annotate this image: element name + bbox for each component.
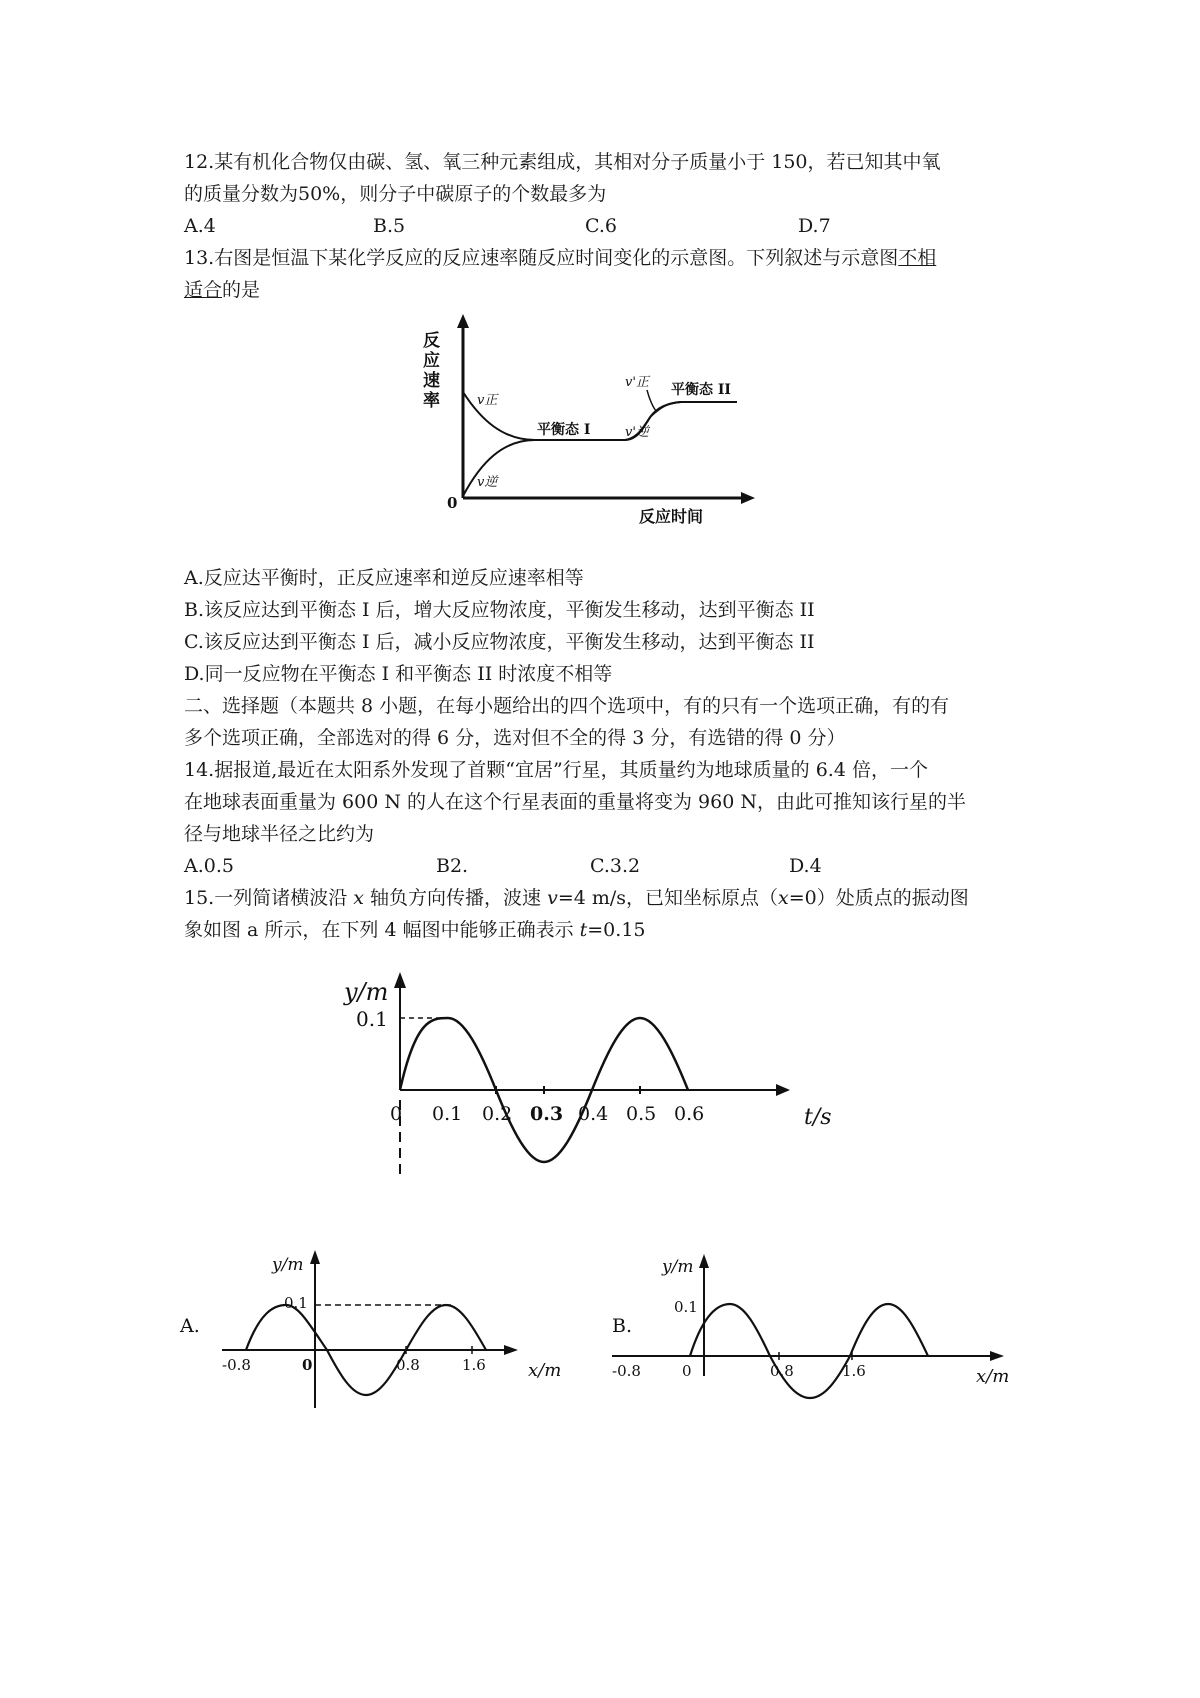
q13-underline-1: 不相 <box>898 247 937 269</box>
graph-B-amplitude-label: 0.1 <box>674 1298 698 1316</box>
rate-v-forward2-label: v'正 <box>625 375 649 390</box>
graph-a-tick-label-6: 0.6 <box>674 1103 705 1125</box>
rate-v-forward-label: v正 <box>477 393 498 408</box>
q15-line-1 <box>184 882 1030 914</box>
q13-line-1-text: 13.右图是恒温下某化学反应的反应速率随反应时间变化的示意图。下列叙述与示意图 <box>184 247 899 269</box>
graph-a-tick-label-0: 0 <box>390 1103 403 1125</box>
q12-line-1: 12.某有机化合物仅由碳、氢、氧三种元素组成，其相对分子质量小于 150，若已知其中氧 <box>184 151 941 173</box>
graph-a-y-label: y/m <box>344 978 389 1006</box>
graph-B-x-label: x/m <box>976 1366 1010 1387</box>
rate-x-arrow <box>741 492 755 504</box>
graph-a-t-label: t/s <box>804 1105 832 1130</box>
q13-underline-2: 适合 <box>184 279 223 301</box>
rate-y-label-2: 应 <box>423 351 440 371</box>
q12-option-c: C.6 <box>585 215 617 237</box>
graph-a-tick-label-5: 0.5 <box>626 1103 657 1125</box>
graph-A-x-arrow <box>504 1345 518 1355</box>
rate-y-arrow <box>457 314 469 328</box>
graph-a-tick-label-4: 0.4 <box>578 1103 609 1125</box>
option-a-label: A. <box>180 1315 200 1337</box>
q15-text-1: 15.一列简诸横波沿 <box>184 887 354 909</box>
q13-option-d: D.同一反应物在平衡态 I 和平衡态 II 时浓度不相等 <box>184 663 613 685</box>
graph-A-y-arrow <box>310 1250 320 1264</box>
rate-state1-label: 平衡态 I <box>537 422 591 438</box>
q12-option-a: A.4 <box>184 215 216 237</box>
q13-line-1 <box>184 242 1030 274</box>
graph-A-x-label: x/m <box>528 1360 562 1381</box>
q14-line-1: 14.据报道,最近在太阳系外发现了首颗“宜居”行星，其质量约为地球质量的 6.4 倍，一个 <box>184 759 928 781</box>
graph-B-tick-label-3: 1.6 <box>842 1362 866 1380</box>
graph-a-t-arrow <box>776 1084 790 1096</box>
graph-a-tick-label-3: 0.3 <box>530 1103 564 1125</box>
q14-option-c: C.3.2 <box>590 855 641 877</box>
rate-v-reverse-label: v逆 <box>477 475 498 490</box>
q15-text-5: 象如图 a 所示，在下列 4 幅图中能够正确表示 <box>184 919 580 941</box>
rate-diagram <box>395 312 775 524</box>
rate-v-reverse2-label: v'逆 <box>625 425 649 440</box>
option-b-graph <box>612 1246 1022 1396</box>
q15-text-2: 轴负方向传播，波速 <box>363 887 548 909</box>
q12-option-b: B.5 <box>373 215 406 237</box>
section2-line-1: 二、选择题（本题共 8 小题，在每小题给出的四个选项中，有的只有一个选项正确，有的有 <box>184 695 950 717</box>
q13-option-c: C.该反应达到平衡态 I 后，减小反应物浓度，平衡发生移动，达到平衡态 II <box>184 631 815 653</box>
section2-line-2: 多个选项正确，全部选对的得 6 分，选对但不全的得 3 分，有选错的得 0 分） <box>184 727 846 749</box>
graph-A-amplitude-label: 0.1 <box>284 1294 308 1312</box>
graph-B-tick-label-2: 0.8 <box>770 1362 794 1380</box>
rate-y-label-3: 速 <box>423 371 440 391</box>
q13-line-2-text: 的是 <box>222 279 261 301</box>
option-a-graph <box>180 1242 600 1414</box>
q15-text-4: =0）处质点的振动图 <box>788 887 969 909</box>
rate-forward-curve <box>463 392 737 440</box>
graph-a-tick-label-1: 0.1 <box>432 1103 463 1125</box>
rate-origin-label: 0 <box>447 494 458 512</box>
q15-var-t: t <box>579 919 588 941</box>
q14-option-d: D.4 <box>789 855 822 877</box>
graph-B-y-arrow <box>699 1254 709 1268</box>
q14-option-b: B2. <box>436 855 469 877</box>
graph-A-tick-label-2: 0.8 <box>396 1356 420 1374</box>
q12-option-d: D.7 <box>798 215 831 237</box>
rate-forward2-branch <box>647 390 657 412</box>
rate-x-label: 反应时间 <box>639 507 704 526</box>
graph-A-tick-label-0: -0.8 <box>222 1356 251 1374</box>
graph-a-tick-label-2: 0.2 <box>482 1103 513 1125</box>
graph-A-tick-label-1: 0 <box>302 1356 313 1374</box>
q12-line-2: 的质量分数为50%，则分子中碳原子的个数最多为 <box>184 183 607 205</box>
graph-B-tick-label-0: -0.8 <box>612 1362 641 1380</box>
graph-a-amplitude-label: 0.1 <box>356 1007 388 1031</box>
q13-option-b: B.该反应达到平衡态 I 后，增大反应物浓度，平衡发生移动，达到平衡态 II <box>184 599 815 621</box>
rate-reverse-curve <box>463 440 535 496</box>
q15-var-v: v <box>547 887 558 909</box>
rate-state2-label: 平衡态 II <box>671 382 731 398</box>
q15-line-2 <box>184 914 1030 946</box>
q13-line-2 <box>184 274 1030 306</box>
vibration-graph-a <box>344 960 850 1182</box>
rate-y-label-1: 反 <box>423 331 440 351</box>
rate-y-label-4: 率 <box>423 391 440 411</box>
q15-var-x2: x <box>778 887 789 909</box>
q15-text-3: =4 m/s，已知坐标原点（ <box>557 887 779 909</box>
graph-A-y-label: y/m <box>272 1255 304 1275</box>
graph-B-tick-label-1: 0 <box>682 1362 692 1380</box>
q15-var-x: x <box>353 887 364 909</box>
graph-B-y-label: y/m <box>662 1257 694 1277</box>
graph-B-x-arrow <box>990 1351 1004 1361</box>
graph-B-wave <box>690 1304 928 1398</box>
option-b-label: B. <box>612 1315 633 1337</box>
graph-A-tick-label-3: 1.6 <box>462 1356 486 1374</box>
q14-line-3: 径与地球半径之比约为 <box>184 823 375 845</box>
graph-a-y-arrow <box>394 972 406 988</box>
q13-option-a: A.反应达平衡时，正反应速率和逆反应速率相等 <box>184 567 584 589</box>
q15-text-6: =0.15 <box>587 919 646 941</box>
q14-option-a: A.0.5 <box>184 855 234 877</box>
q14-line-2: 在地球表面重量为 600 N 的人在这个行星表面的重量将变为 960 N，由此可推知该行星的半 <box>184 791 966 813</box>
